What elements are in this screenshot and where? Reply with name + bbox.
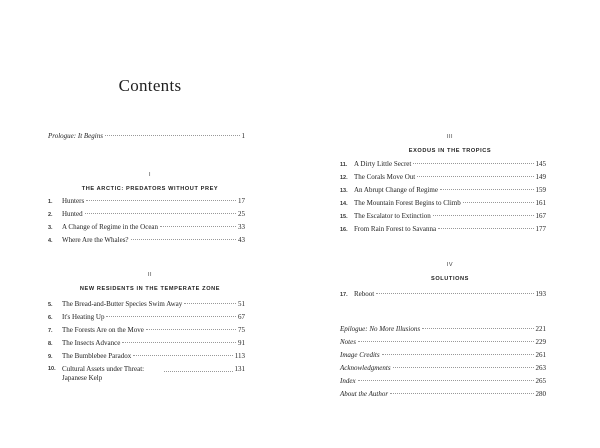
chapter-number: 13. [340,188,348,194]
entry-title: A Dirty Little Secret [354,160,412,168]
toc-entry-back-matter[interactable] [340,364,546,373]
chapter-number: 9. [48,354,53,360]
part-numeral: II [147,272,153,278]
entry-title: Cultural Assets under Threat: Japanese Kelp [62,365,145,382]
chapter-number: 3. [48,225,53,231]
toc-entry[interactable] [48,352,245,362]
entry-title: From Rain Forest to Savanna [354,225,437,233]
entry-page: 167 [535,212,546,220]
toc-entry[interactable] [340,290,546,300]
dot-leader [86,200,236,201]
entry-title: Hunted [62,210,83,218]
entry-title: Acknowledgments [340,364,391,372]
chapter-number: 4. [48,238,53,244]
toc-entry[interactable] [48,210,245,220]
part-name: SOLUTIONS [430,276,470,282]
entry-page: 75 [238,326,245,334]
entry-page: 17 [238,197,245,205]
toc-entry[interactable] [340,225,546,235]
entry-page: 51 [238,300,245,308]
toc-entry[interactable] [340,199,546,209]
dot-leader [438,228,533,229]
chapter-number: 10. [48,366,56,372]
chapter-number: 5. [48,302,53,308]
entry-page: 91 [238,339,245,347]
page-title: Contents [118,76,182,95]
entry-page: 145 [535,160,546,168]
part-numeral: IV [446,262,454,268]
toc-entry-prologue[interactable] [48,132,245,141]
toc-entry[interactable] [48,236,245,246]
entry-title: An Abrupt Change of Regime [354,186,438,194]
entry-title: Index [340,377,356,385]
entry-page: 193 [535,290,546,298]
dot-leader [160,226,236,227]
entry-title: The Forests Are on the Move [62,326,144,334]
entry-title: The Mountain Forest Begins to Climb [354,199,461,207]
entry-page: 221 [535,325,546,333]
entry-page: 280 [535,390,546,398]
dot-leader [184,303,236,304]
toc-entry[interactable] [340,186,546,196]
dot-leader [440,189,534,190]
dot-leader [146,329,236,330]
entry-page: 67 [238,313,245,321]
entry-title: It's Heating Up [62,313,105,321]
dot-leader [382,354,534,355]
entry-page: 25 [238,210,245,218]
dot-leader [85,213,236,214]
chapter-number: 8. [48,341,53,347]
entry-title: The Corals Move Out [354,173,416,181]
toc-entry[interactable] [340,160,546,170]
part-heading [0,172,300,192]
part-name: NEW RESIDENTS IN THE TEMPERATE ZONE [79,286,221,292]
entry-title: The Bumblebee Paradox [62,352,132,360]
toc-entry[interactable] [48,223,245,233]
entry-page: 149 [535,173,546,181]
dot-leader [358,341,534,342]
entry-title: Notes [340,338,356,346]
toc-entry[interactable] [48,339,245,349]
chapter-number: 15. [340,214,348,220]
entry-page: 159 [535,186,546,194]
toc-entry-back-matter[interactable] [340,390,546,399]
entry-title: Where Are the Whales? [62,236,129,244]
part-name: THE ARCTIC: PREDATORS WITHOUT PREY [81,186,219,192]
entry-page: 43 [238,236,245,244]
entry-page: 131 [234,365,245,373]
dot-leader [122,342,236,343]
right-page [300,0,600,448]
toc-entry-back-matter[interactable] [340,338,546,347]
toc-entry[interactable] [48,197,245,207]
part-heading [300,134,600,154]
entry-page: 229 [535,338,546,346]
dot-leader [422,328,533,329]
entry-page: 261 [535,351,546,359]
toc-entry-back-matter[interactable] [340,325,546,334]
chapter-number: 11. [340,162,348,168]
entry-page: 113 [234,352,245,360]
entry-title: The Escalator to Extinction [354,212,431,220]
part-heading [0,272,300,292]
part-numeral: I [148,172,152,178]
chapter-number: 1. [48,199,53,205]
part-heading [300,262,600,282]
chapter-number: 16. [340,227,348,233]
dot-leader [376,293,533,294]
toc-entry[interactable] [340,212,546,222]
dot-leader [463,202,534,203]
entry-page: 161 [535,199,546,207]
entry-title: Image Credits [340,351,380,359]
entry-page: 33 [238,223,245,231]
dot-leader [131,239,236,240]
entry-page: 263 [535,364,546,372]
dot-leader [413,163,533,164]
entry-title: Reboot [354,290,375,298]
dot-leader [358,380,534,381]
entry-title: Prologue: It Begins [48,132,103,140]
entry-title: The Insects Advance [62,339,121,347]
toc-entry-back-matter[interactable] [340,377,546,386]
dot-leader [106,316,236,317]
part-numeral: III [446,134,454,140]
toc-entry[interactable] [340,173,546,183]
chapter-number: 6. [48,315,53,321]
chapter-number: 17. [340,292,348,298]
entry-page: 177 [535,225,546,233]
dot-leader [164,371,233,372]
toc-entry[interactable] [48,365,245,383]
toc-entry[interactable] [48,313,245,323]
chapter-number: 7. [48,328,53,334]
entry-title: Hunters [62,197,85,205]
dot-leader [105,135,240,136]
dot-leader [417,176,533,177]
dot-leader [433,215,534,216]
entry-page: 265 [535,377,546,385]
dot-leader [393,367,534,368]
entry-title: The Bread-and-Butter Species Swim Away [62,300,183,308]
chapter-number: 12. [340,175,348,181]
entry-title: Epilogue: No More Illusions [340,325,421,333]
entry-page: 1 [241,132,245,140]
entry-title: A Change of Regime in the Ocean [62,223,159,231]
toc-entry[interactable] [48,300,245,310]
chapter-number: 2. [48,212,53,218]
dot-leader [390,393,533,394]
chapter-number: 14. [340,201,348,207]
entry-title: About the Author [340,390,389,398]
toc-entry[interactable] [48,326,245,336]
toc-entry-back-matter[interactable] [340,351,546,360]
part-name: EXODUS IN THE TROPICS [408,148,492,154]
dot-leader [133,355,233,356]
